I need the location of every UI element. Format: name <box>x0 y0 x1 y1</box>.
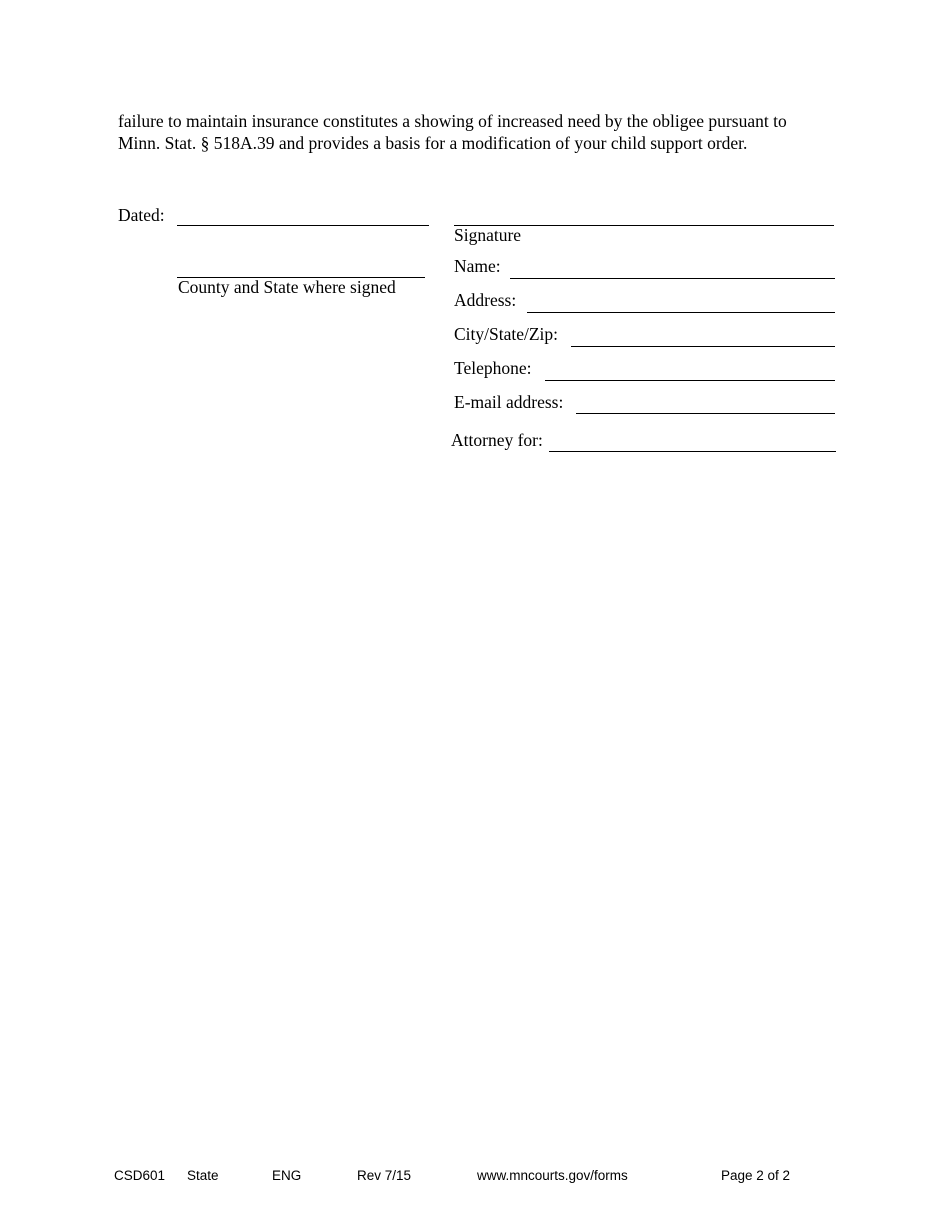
name-line <box>510 278 835 279</box>
attorney-for-line <box>549 451 836 452</box>
address-line <box>527 312 835 313</box>
county-state-caption: County and State where signed <box>178 277 396 297</box>
email-field[interactable] <box>577 392 833 412</box>
email-line <box>576 413 835 414</box>
footer-jurisdiction: State <box>187 1168 219 1183</box>
address-label: Address: <box>454 290 517 310</box>
city-state-zip-line <box>571 346 835 347</box>
attorney-for-field[interactable] <box>550 430 834 450</box>
dated-line <box>177 225 429 226</box>
dated-label: Dated: <box>118 205 165 225</box>
city-state-zip-field[interactable] <box>572 325 833 345</box>
footer-revision: Rev 7/15 <box>357 1168 412 1183</box>
telephone-line <box>545 380 835 381</box>
signature-field[interactable] <box>455 204 833 224</box>
footer-language: ENG <box>272 1168 302 1183</box>
footer-form-code: CSD601 <box>114 1168 166 1183</box>
city-state-zip-label: City/State/Zip: <box>454 324 559 344</box>
county-state-field[interactable] <box>178 256 424 276</box>
paragraph-line-1: failure to maintain insurance constitutes a showing of increased need by the obligee pursuant to <box>118 111 787 131</box>
name-field[interactable] <box>511 257 833 277</box>
attorney-for-label: Attorney for: <box>451 430 543 450</box>
telephone-label: Telephone: <box>454 358 532 378</box>
footer-page-number: Page 2 of 2 <box>721 1168 791 1183</box>
footer-url: www.mncourts.gov/forms <box>477 1168 628 1183</box>
telephone-field[interactable] <box>546 359 833 379</box>
dated-field[interactable] <box>178 204 428 224</box>
address-field[interactable] <box>528 291 833 311</box>
statute-paragraph <box>118 110 838 154</box>
signature-caption: Signature <box>454 225 522 245</box>
email-label: E-mail address: <box>454 392 564 412</box>
name-label: Name: <box>454 256 501 276</box>
paragraph-line-2: Minn. Stat. § 518A.39 and provides a basis for a modification of your child support order. <box>118 133 748 153</box>
